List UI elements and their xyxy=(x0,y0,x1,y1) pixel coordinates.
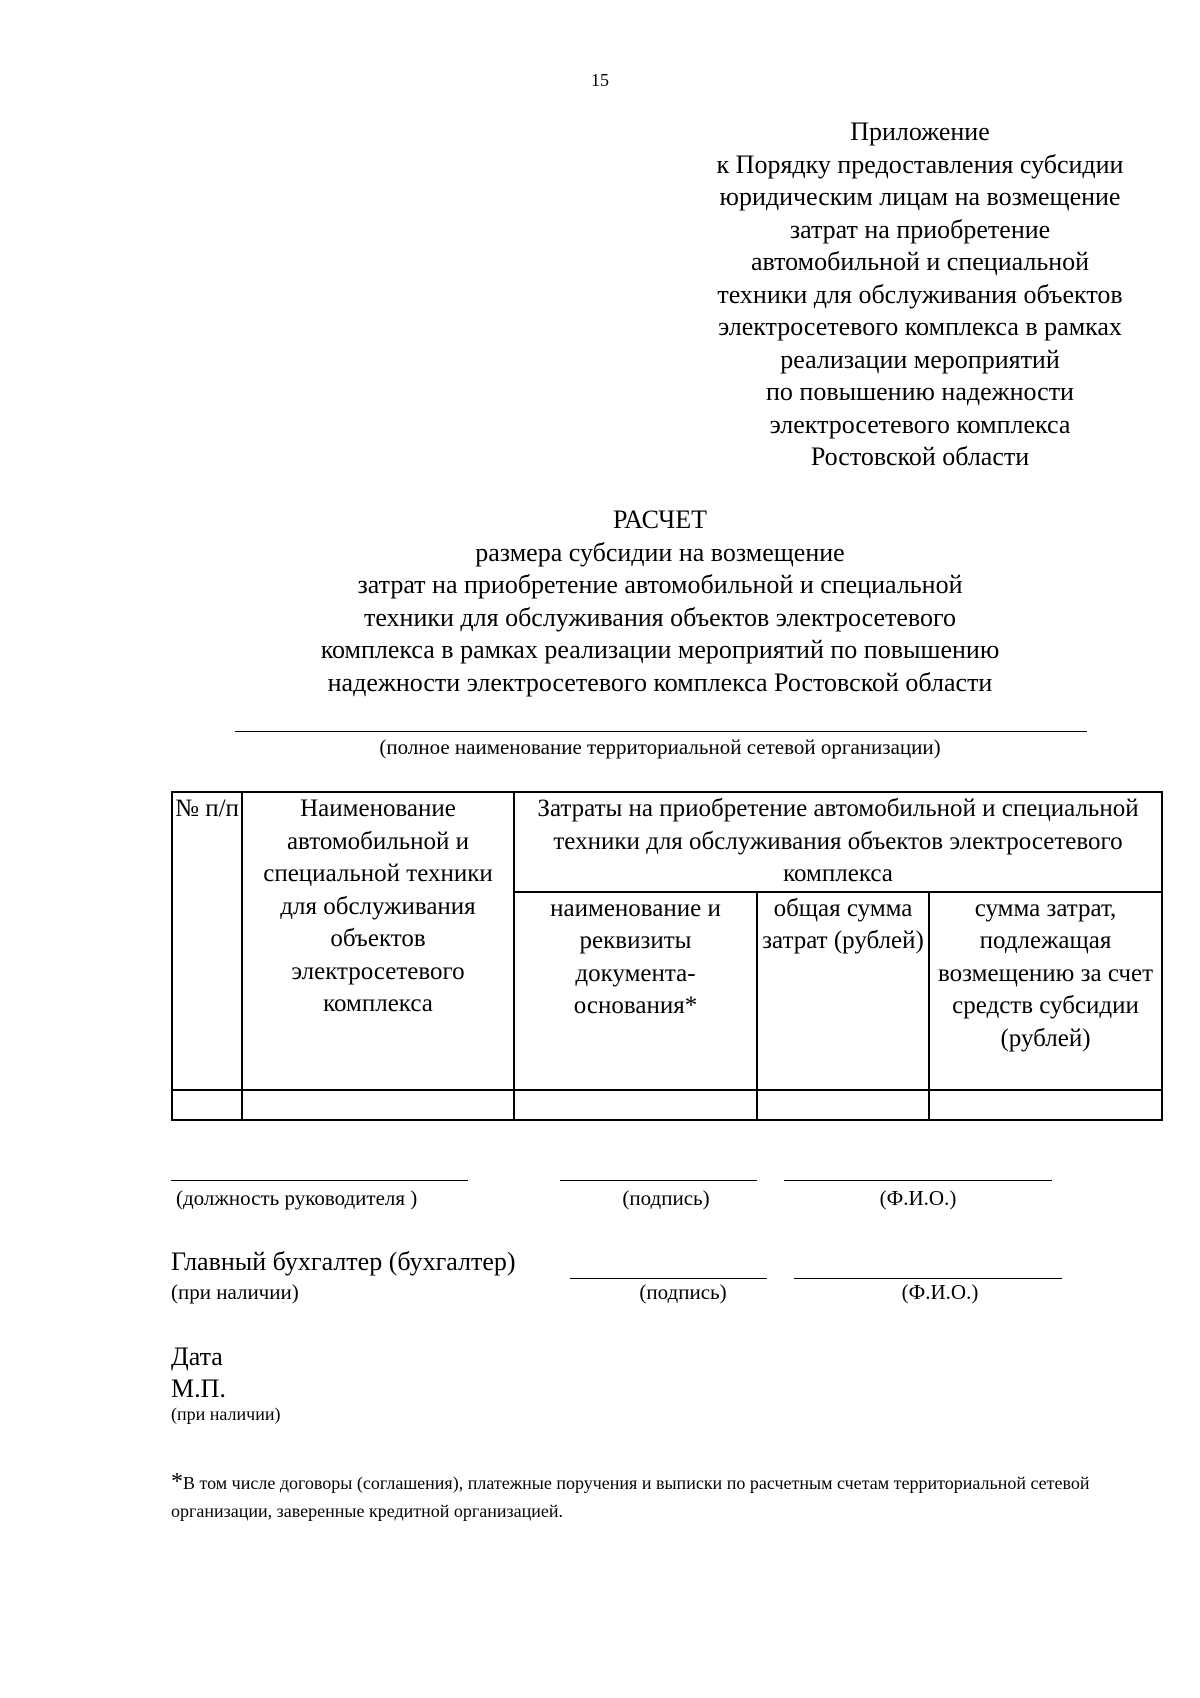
appendix-line: электросетевого комплекса в рамках xyxy=(718,312,1122,341)
table-row xyxy=(172,1090,1162,1120)
header-total-costs: общая сумма затрат (рублей) xyxy=(757,892,929,1090)
title-line: размера субсидии на возмещение xyxy=(475,537,845,567)
accountant-signature-caption: (подпись) xyxy=(639,1280,727,1304)
header-documents: наименование и реквизиты документа-основания* xyxy=(514,892,757,1090)
accountant-note: (при наличии) xyxy=(171,1280,299,1304)
footnote-text: В том числе договоры (соглашения), платежные поручения и выписки по расчетным счетам территориальной сетевой организации, заверенные кредитной организацией. xyxy=(171,1473,1090,1521)
header-number: № п/п xyxy=(172,792,242,1090)
appendix-line: по повышению надежности xyxy=(766,377,1074,406)
stamp-label: М.П. xyxy=(171,1374,226,1403)
table-cell xyxy=(172,1090,242,1120)
footnote-marker: * xyxy=(171,1469,183,1495)
organization-name-line xyxy=(235,731,1087,732)
accountant-name-line xyxy=(794,1278,1062,1279)
head-position-caption: (должность руководителя ) xyxy=(176,1186,418,1210)
appendix-line: автомобильной и специальной xyxy=(750,247,1090,276)
calculation-table xyxy=(171,791,1163,1121)
accountant-name-caption: (Ф.И.О.) xyxy=(901,1280,979,1304)
stamp-note: (при наличии) xyxy=(171,1404,281,1424)
appendix-line: техники для обслуживания объектов xyxy=(717,279,1123,309)
document-title xyxy=(160,504,1160,699)
table-cell xyxy=(757,1090,929,1120)
accountant-signature-line xyxy=(570,1278,767,1279)
page-number: 15 xyxy=(591,70,609,90)
date-label: Дата xyxy=(171,1342,223,1371)
appendix-line: Приложение xyxy=(850,117,990,146)
title-line: затрат на приобретение автомобильной и специальной xyxy=(357,570,963,599)
head-name-caption: (Ф.И.О.) xyxy=(879,1186,957,1210)
appendix-line: затрат на приобретение xyxy=(789,214,1051,244)
title-line: комплекса в рамках реализации мероприятий по повышению xyxy=(320,635,1000,664)
title-line: техники для обслуживания объектов электросетевого xyxy=(363,602,957,632)
appendix-line: электросетевого комплекса xyxy=(769,409,1071,439)
head-signature-line xyxy=(560,1180,757,1181)
appendix-line: реализации мероприятий xyxy=(780,344,1060,374)
table-cell xyxy=(514,1090,757,1120)
table-header-row xyxy=(172,792,1162,892)
accountant-label: Главный бухгалтер (бухгалтер) xyxy=(171,1247,516,1276)
header-costs-group: Затраты на приобретение автомобильной и специальной техники для обслуживания объектов электросетевого комплекса xyxy=(514,792,1162,892)
appendix-line: к Порядку предоставления субсидии xyxy=(716,149,1124,179)
table-cell xyxy=(242,1090,514,1120)
table-cell xyxy=(929,1090,1162,1120)
footnote xyxy=(171,1468,1161,1525)
appendix-header xyxy=(680,116,1160,474)
title-heading: РАСЧЕТ xyxy=(613,505,707,534)
head-position-line xyxy=(171,1180,468,1181)
organization-name-caption: (полное наименование территориальной сетевой организации) xyxy=(379,735,941,759)
head-name-line xyxy=(784,1180,1052,1181)
header-vehicle-name: Наименование автомобильной и специальной техники для обслуживания объектов электросетевого комплекса xyxy=(242,792,514,1090)
title-line: надежности электросетевого комплекса Ростовской области xyxy=(327,667,993,697)
appendix-line: Ростовской области xyxy=(810,442,1030,471)
head-signature-caption: (подпись) xyxy=(622,1186,710,1210)
appendix-line: юридическим лицам на возмещение xyxy=(719,182,1121,211)
header-subsidy-amount: сумма затрат, подлежащая возмещению за счет средств субсидии (рублей) xyxy=(929,892,1162,1090)
